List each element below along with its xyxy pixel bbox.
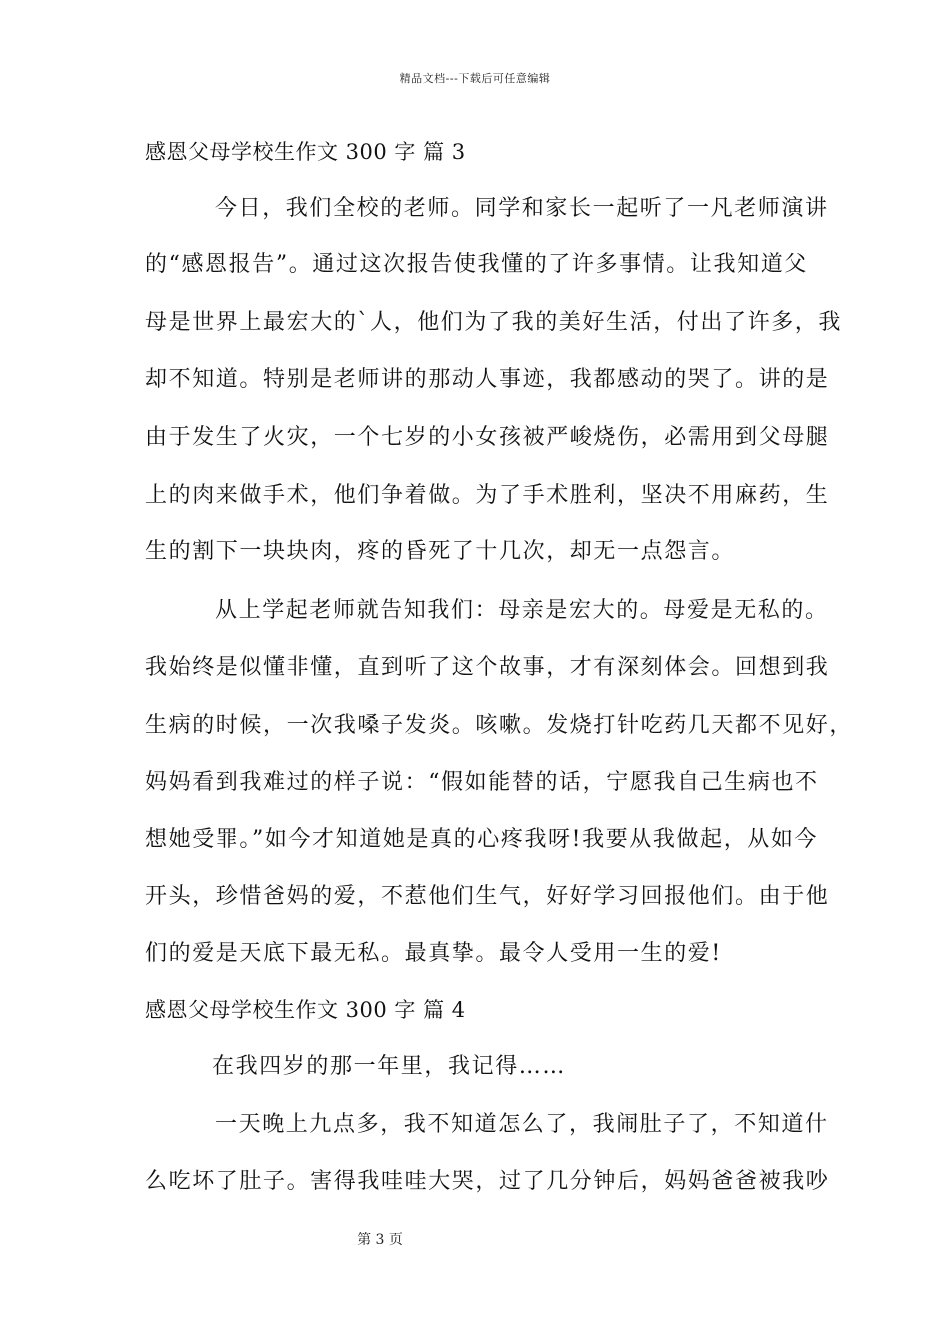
paragraph-line: 母是世界上最宏大的`人，他们为了我的美好生活，付出了许多，我 xyxy=(145,310,843,335)
paragraph-line: 我始终是似懂非懂，直到听了这个故事，才有深刻体会。回想到我 xyxy=(145,655,830,680)
paragraph-line: 的“感恩报告”。通过这次报告使我懂的了许多事情。让我知道父 xyxy=(145,252,808,277)
paragraph-line: 开头，珍惜爸妈的爱，不惹他们生气，好好学习回报他们。由于他 xyxy=(145,884,830,909)
paragraph-line: 在我四岁的那一年里，我记得…… xyxy=(212,1054,567,1079)
paragraph-line: 们的爱是天底下最无私。最真挚。最令人受用一生的爱! xyxy=(145,941,722,966)
paragraph-line: 今日，我们全校的老师。同学和家长一起听了一凡老师演讲 xyxy=(215,196,829,221)
paragraph-line: 想她受罪。”如今才知道她是真的心疼我呀!我要从我做起，从如今 xyxy=(145,827,819,852)
paragraph-line: 从上学起老师就告知我们：母亲是宏大的。母爱是无私的。 xyxy=(215,598,829,623)
paragraph-line: 妈妈看到我难过的样子说：“假如能替的话，宁愿我自己生病也不 xyxy=(145,770,819,795)
section-heading: 感恩父母学校生作文 300 字 篇 4 xyxy=(145,998,466,1022)
section-heading: 感恩父母学校生作文 300 字 篇 3 xyxy=(145,140,466,164)
paragraph-line: 由于发生了火灾，一个七岁的小女孩被严峻烧伤，必需用到父母腿 xyxy=(145,425,830,450)
paragraph-line: 生病的时候，一次我嗓子发炎。咳嗽。发烧打针吃药几天都不见好， xyxy=(145,713,854,738)
paragraph-line: 生的割下一块块肉，疼的昏死了十几次，却无一点怨言。 xyxy=(145,539,736,564)
paragraph-line: 一天晚上九点多，我不知道怎么了，我闹肚子了，不知道什 xyxy=(215,1112,829,1137)
paragraph-line: 上的肉来做手术，他们争着做。为了手术胜利，坚决不用麻药，生 xyxy=(145,483,830,508)
page-number: 第 3 页 xyxy=(357,1232,403,1248)
paragraph-line: 么吃坏了肚子。害得我哇哇大哭，过了几分钟后，妈妈爸爸被我吵 xyxy=(145,1169,830,1194)
paragraph-line: 却不知道。特别是老师讲的那动人事迹，我都感动的哭了。讲的是 xyxy=(145,367,830,392)
page-header: 精品文档---下载后可任意编辑 xyxy=(399,72,551,85)
